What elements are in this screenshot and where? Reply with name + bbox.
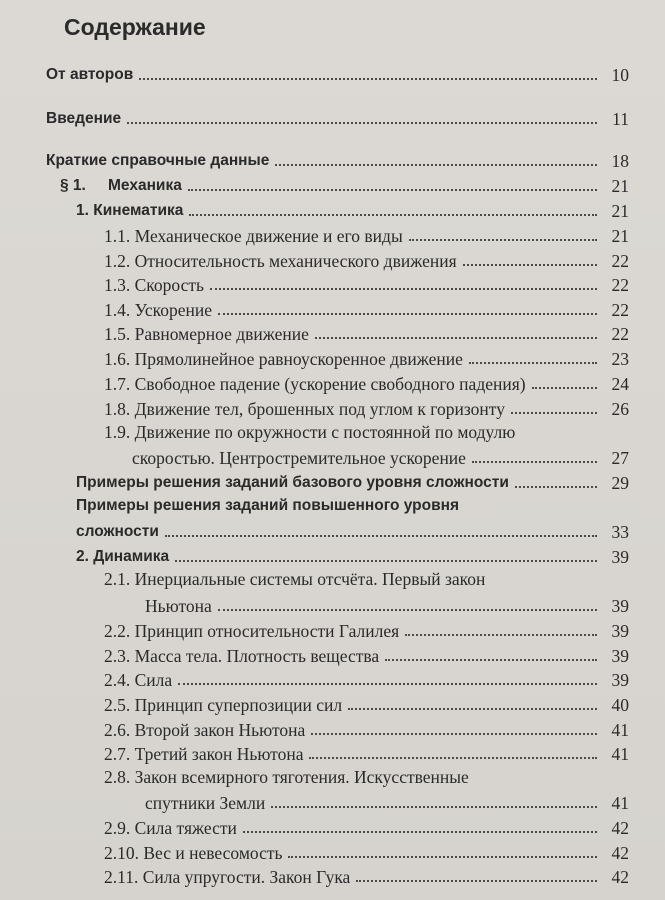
dot-leader — [178, 683, 597, 685]
dot-leader — [515, 486, 597, 488]
toc-entry-examples-basic[interactable] — [76, 470, 629, 494]
entry-label: 2.11. Сила упругости. Закон Гука — [104, 867, 351, 887]
toc-entry-examples-advanced[interactable] — [76, 519, 629, 543]
dot-leader — [463, 264, 597, 266]
toc-entry-1-9[interactable] — [132, 445, 629, 469]
entry-label: Введение — [46, 110, 122, 127]
toc-entry-2-11[interactable] — [104, 864, 629, 888]
entry-page: 39 — [611, 670, 629, 690]
dot-leader — [311, 733, 597, 735]
dot-leader — [409, 239, 597, 241]
toc-entry-2-4[interactable] — [104, 667, 629, 691]
entry-page: 29 — [611, 473, 629, 493]
toc-entry-1-3[interactable] — [104, 272, 629, 296]
toc-entry-2-6[interactable] — [104, 717, 629, 741]
entry-page: 21 — [611, 226, 629, 246]
entry-label: 2. Динамика — [76, 548, 170, 565]
section-title: Механика — [108, 177, 182, 194]
dot-leader — [271, 806, 597, 808]
entry-label: Примеры решения заданий базового уровня сложности — [76, 474, 509, 491]
dot-leader — [309, 757, 597, 759]
dot-leader — [165, 535, 597, 537]
entry-page: 27 — [611, 448, 629, 468]
dot-leader — [175, 560, 597, 562]
toc-entry-2-1-line1[interactable] — [104, 568, 629, 592]
entry-label: сложности — [76, 523, 159, 540]
toc-entry-2-7[interactable] — [104, 741, 629, 765]
toc-entry-1-1[interactable] — [104, 223, 629, 247]
toc-entry-2-5[interactable] — [104, 692, 629, 716]
entry-page: 22 — [611, 324, 629, 344]
dot-leader — [405, 634, 597, 636]
entry-label: 1.5. Равномерное движение — [104, 324, 309, 344]
entry-page: 24 — [611, 374, 629, 394]
entry-label: 2.6. Второй закон Ньютона — [104, 720, 306, 740]
entry-label: 2.1. Инерциальные системы отсчёта. Первый закон — [104, 569, 486, 589]
entry-label: 1.3. Скорость — [104, 275, 204, 295]
toc-entry-1-8[interactable] — [104, 396, 629, 420]
entry-page: 39 — [611, 596, 629, 616]
dot-leader — [275, 164, 597, 166]
entry-label: 2.9. Сила тяжести — [104, 818, 237, 838]
entry-page: 26 — [611, 399, 629, 419]
entry-page: 21 — [611, 176, 629, 196]
section-prefix: § 1. — [60, 177, 86, 194]
entry-page: 40 — [611, 695, 629, 715]
entry-page: 39 — [611, 621, 629, 641]
dot-leader — [218, 609, 597, 611]
toc-entry-1-9-line1[interactable] — [104, 421, 629, 445]
dot-leader — [472, 461, 597, 463]
toc-entry-1-2[interactable] — [104, 248, 629, 272]
toc-entry-from-authors[interactable] — [46, 62, 629, 86]
entry-page: 42 — [611, 843, 629, 863]
entry-page: 23 — [611, 349, 629, 369]
toc-entry-2-10[interactable] — [104, 840, 629, 864]
dot-leader — [511, 412, 597, 414]
dot-leader — [315, 337, 597, 339]
dot-leader — [139, 78, 597, 80]
entry-label: 2.4. Сила — [104, 670, 173, 690]
entry-label: 2.3. Масса тела. Плотность вещества — [104, 646, 380, 666]
dot-leader — [288, 856, 597, 858]
toc-entry-section-1[interactable] — [60, 173, 629, 197]
entry-label: 2.10. Вес и невесомость — [104, 843, 283, 863]
toc-entry-introduction[interactable] — [46, 106, 629, 130]
entry-page: 42 — [611, 818, 629, 838]
dot-leader — [210, 288, 597, 290]
entry-label: 1.9. Движение по окружности с постоянной по модулю — [104, 422, 516, 442]
dot-leader — [188, 189, 597, 191]
entry-page: 22 — [611, 251, 629, 271]
entry-label: 1.2. Относительность механического движения — [104, 251, 457, 271]
entry-label: 2.5. Принцип суперпозиции сил — [104, 695, 343, 715]
entry-page: 39 — [611, 646, 629, 666]
dot-leader — [356, 880, 597, 882]
toc-entry-reference[interactable] — [46, 148, 629, 172]
entry-page: 11 — [612, 109, 629, 129]
page-title: Содержание — [64, 14, 206, 40]
toc-entry-2-8-line1[interactable] — [104, 766, 629, 790]
entry-label: 1.7. Свободное падение (ускорение свободного падения) — [104, 374, 526, 394]
entry-label: 2.8. Закон всемирного тяготения. Искусственные — [104, 767, 469, 787]
toc-entry-1-4[interactable] — [104, 297, 629, 321]
toc-entry-examples-advanced-line1[interactable] — [76, 495, 629, 519]
toc-entry-2-9[interactable] — [104, 815, 629, 839]
dot-leader — [127, 122, 597, 124]
dot-leader — [243, 831, 597, 833]
toc-entry-2-3[interactable] — [104, 643, 629, 667]
toc-entry-dynamics[interactable] — [76, 544, 629, 568]
toc-entry-2-2[interactable] — [104, 618, 629, 642]
toc-entry-1-6[interactable] — [104, 346, 629, 370]
entry-label: спутники Земли — [145, 793, 266, 813]
entry-label: 1.1. Механическое движение и его виды — [104, 226, 403, 246]
entry-label: 1. Кинематика — [76, 202, 184, 219]
entry-label — [60, 175, 182, 197]
entry-page: 41 — [611, 720, 629, 740]
entry-label: скоростью. Центростремительное ускорение — [132, 448, 466, 468]
entry-label: Примеры решения заданий повышенного уровня — [76, 497, 460, 514]
toc-entry-2-1[interactable] — [145, 593, 629, 617]
dot-leader — [218, 313, 597, 315]
entry-page: 18 — [611, 151, 629, 171]
dot-leader — [469, 362, 597, 364]
entry-label: 1.8. Движение тел, брошенных под углом к горизонту — [104, 399, 505, 419]
dot-leader — [189, 214, 597, 216]
entry-page: 22 — [611, 300, 629, 320]
entry-page: 42 — [611, 867, 629, 887]
toc-entry-1-5[interactable] — [104, 321, 629, 345]
toc-entry-1-7[interactable] — [104, 371, 629, 395]
entry-page: 10 — [611, 65, 629, 85]
entry-label: 2.7. Третий закон Ньютона — [104, 744, 304, 764]
dot-leader — [532, 387, 597, 389]
entry-page: 21 — [611, 201, 629, 221]
entry-page: 33 — [611, 522, 629, 542]
entry-page: 22 — [611, 275, 629, 295]
entry-label: 1.4. Ускорение — [104, 300, 213, 320]
entry-label: Краткие справочные данные — [46, 152, 270, 169]
dot-leader — [348, 708, 597, 710]
entry-label: 2.2. Принцип относительности Галилея — [104, 621, 400, 641]
entry-page: 39 — [611, 547, 629, 567]
entry-label: От авторов — [46, 66, 134, 83]
entry-label: Ньютона — [145, 596, 212, 616]
dot-leader — [385, 659, 597, 661]
entry-page: 41 — [611, 744, 629, 764]
entry-page: 41 — [611, 793, 629, 813]
entry-label: 1.6. Прямолинейное равноускоренное движение — [104, 349, 463, 369]
toc-entry-2-8[interactable] — [145, 790, 629, 814]
toc-entry-kinematics[interactable] — [76, 198, 629, 222]
